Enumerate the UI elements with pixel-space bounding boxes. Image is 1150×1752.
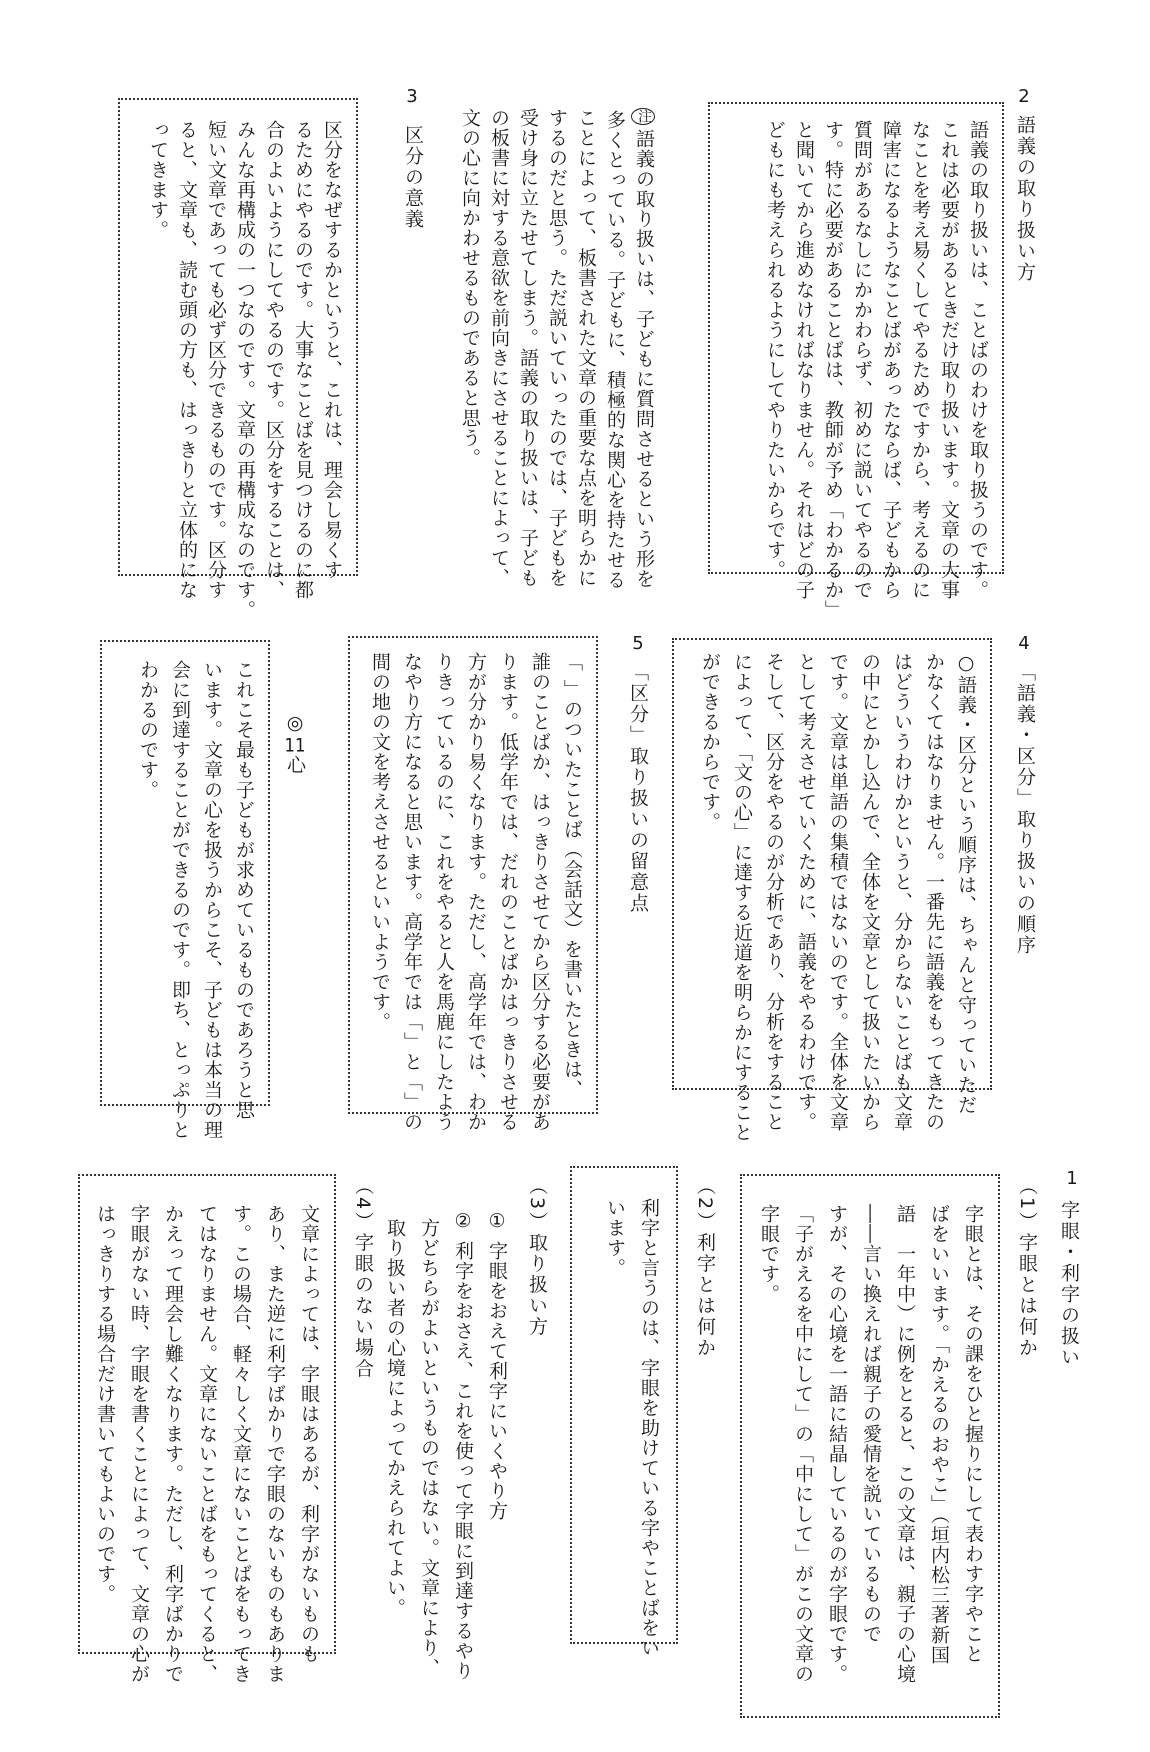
- section-3-line: ってきます。: [147, 120, 169, 240]
- sub4-line: す。この場合、軽々しく文章にないことばをもってき: [230, 1204, 252, 1684]
- section-5-line: 間の地の文を考えさせるといいようです。: [369, 652, 391, 1032]
- note-line: 多くとっている。子どもに、積極的な関心を持たせる: [604, 110, 626, 590]
- sub4-line: 文章によっては、字眼はあるが、利字がないものも: [298, 1204, 320, 1664]
- kokoro-title: 心: [284, 755, 306, 776]
- section-5-box: [348, 636, 598, 1132]
- section-3-title: 区分の意義: [402, 125, 424, 230]
- sub1-box: [740, 1174, 1000, 1718]
- section-3-box: [118, 98, 358, 620]
- section-5-line: ります。低学年では、だれのことばかはっきりさせる: [497, 652, 519, 1132]
- section-2-title: 語義の取り扱い方: [1014, 115, 1036, 283]
- sub1-body: [752, 1204, 990, 1684]
- sub3-title: （3）取り扱い方: [526, 1176, 548, 1338]
- sub4-line: かえって理会し難くなります。ただし、利字ばかりで: [162, 1204, 184, 1684]
- section-4-line: によって、「文の心」に達する近道を明らかにすること: [731, 652, 753, 1143]
- section-3-line: 短い文章であっても必ず区分できるものです。区分す: [205, 120, 227, 600]
- sub4-line: 字眼がない時、字眼を書くことによって、文章の心が: [128, 1204, 150, 1684]
- sub2-title: （2）利字とは何か: [694, 1176, 716, 1359]
- section-3-line: ると、文章も、読む頭の方も、はっきりと立体的にな: [176, 120, 198, 600]
- sub1-line: 「子がえるを中にして」の「中にして」がこの文章の: [792, 1204, 814, 1684]
- sub2-line: 利字と言うのは、字眼を助けている字やことばをい: [638, 1198, 660, 1658]
- section-5-body: [364, 652, 588, 1132]
- section-2-number: 2: [1018, 86, 1030, 107]
- section-4-line: です。文章は単語の集積ではないのです。全体を文章: [827, 652, 849, 1132]
- section-5-line: 誰のことばか、はっきりさせてから区分する必要があ: [529, 652, 551, 1132]
- kokoro-box: [100, 640, 270, 1140]
- sub4-line: あり、また逆に利字ばかりで字眼のないものもありま: [264, 1204, 286, 1684]
- section-5-line: 「 」のついたことば（会話文）を書いたときは、: [561, 652, 583, 1100]
- section-5-line: りきっているのに、これをやると人を馬鹿にしたよう: [433, 652, 455, 1132]
- section-2-line: これは必要があるときだけ取り扱います。文章の大事: [938, 120, 960, 600]
- section-2-box: [708, 102, 1004, 620]
- section-4-line: かなくてはなりません。一番先に語義をもってきたの: [923, 652, 945, 1132]
- sub2-box: [570, 1166, 678, 1658]
- sub3-item-1: ①字眼をおえて利字にいくやり方: [486, 1210, 508, 1521]
- section-4-line: ができるからです。: [699, 652, 721, 832]
- sub2-line: います。: [604, 1198, 626, 1278]
- section-4-title: 「語義・区分」取り扱いの順序: [1014, 662, 1036, 956]
- note-mark-icon: 注: [631, 108, 655, 125]
- section-4-line: の中にとかし込んで、全体を文章として扱いたいから: [859, 652, 881, 1132]
- section-3-line: 区分をなぜするかというと、これは、理会し易くす: [321, 120, 343, 580]
- section-4-line: として考えさせていくために、語義をやるわけです。: [795, 652, 817, 1132]
- section-3-line: 合のよいようにしてやるのです。区分をすることは、: [263, 120, 285, 600]
- section-1-number: 1: [1066, 1168, 1078, 1189]
- sub4-box: [78, 1174, 336, 1684]
- kokoro-body: [132, 660, 260, 1140]
- section-4-body: [694, 652, 982, 1143]
- sub1-line: 字眼です。: [758, 1204, 780, 1304]
- sub3-body: [378, 1210, 514, 1681]
- section-4-number: 4: [1018, 633, 1030, 654]
- sub4-line: てはなりません。文章にないことばをもってくると、: [196, 1204, 218, 1684]
- sub3-item-2: ②利字をおさえ、これを使って字眼に到達するやり: [452, 1210, 474, 1681]
- double-circle-icon: ◎: [284, 712, 306, 736]
- sub1-line: すが、その心境を一語に結晶しているのが字眼です。: [826, 1204, 848, 1684]
- section-2-line: 語義の取り扱いは、ことばのわけを取り扱うのです。: [967, 120, 989, 600]
- sub1-title: （1）字眼とは何か: [1016, 1176, 1038, 1359]
- section-2-line: なことを考え易くしてやるためですから、考えるのに: [909, 120, 931, 600]
- section-2-line: どもにも考えられるようにしてやりたいからです。: [764, 120, 786, 580]
- circled-one-icon: ①: [486, 1210, 508, 1233]
- section-4-box: [672, 638, 992, 1143]
- note-block: [455, 108, 658, 590]
- section-2-line: 質問があるなしにかかわらず、初めに説いてやるので: [851, 120, 873, 600]
- sub2-body: [598, 1198, 666, 1658]
- section-3-line: みんな再構成の一つなのです。文章の再構成なのです。: [234, 120, 256, 620]
- sub4-title: （4）字眼のない場合: [352, 1176, 374, 1380]
- note-line: 文の心に向かわせるものであると思う。: [459, 108, 481, 468]
- section-5-line: 方が分かり易くなります。ただし、高学年では、わか: [465, 652, 487, 1132]
- sub4-line: はっきりする場合だけ書いてもよいのです。: [94, 1204, 116, 1604]
- sub4-body: [88, 1204, 326, 1684]
- sub1-line: ――言い換えれば親子の愛情を説いているもので: [860, 1204, 882, 1644]
- sub3-line: 取り扱い者の心境によってかえられてよい。: [384, 1218, 406, 1618]
- section-4-line: はどういうわけかというと、分からないことばも文章: [891, 652, 913, 1132]
- section-2-line: 障害になるようなことばがあったならば、子どもから: [880, 120, 902, 600]
- section-2-body: [760, 120, 992, 620]
- note-line: 受け身に立たせてしまう。語義の取り扱いは、子ども: [517, 108, 539, 588]
- section-2-line: と聞いてから進めなければなりません。それはどの子: [793, 120, 815, 600]
- note-line: するのだと思う。ただ説いていったのでは、子どもを: [546, 108, 568, 588]
- sub1-line: 字眼とは、その課をひと握りにして表わす字やこと: [962, 1204, 984, 1664]
- note-line: の板書に対する意欲を前向きにさせることによって、: [488, 108, 510, 588]
- sub1-line: ばをいいます。「かえるのおやこ」（垣内松三著新国: [928, 1204, 950, 1665]
- section-3-line: るためにやるのです。大事なことばを見つけるのに都: [292, 120, 314, 600]
- kokoro-heading: [282, 712, 308, 776]
- kokoro-line: います。文章の心を扱うからこそ、子どもは本当の理: [201, 660, 223, 1140]
- sub3-line: 方どちらがよいというものではない。文章により、: [418, 1218, 440, 1678]
- section-5-title: 「区分」取り扱いの留意点: [627, 662, 649, 914]
- kokoro-line: これこそ最も子どもが求めているものであろうと思: [233, 660, 255, 1120]
- kokoro-number: 11: [284, 736, 306, 755]
- section-2-line: す。特に必要があることばは、教師が予め「わかるか」: [822, 120, 844, 620]
- note-line: 注語義の取り扱いは、子どもに質問させるという形を: [633, 109, 655, 589]
- section-4-line: ○語義・区分という順序は、ちゃんと守っていただ: [955, 652, 977, 1115]
- section-3-number: 3: [406, 86, 418, 107]
- section-5-line: なやり方になると思います。高学年では「」と「」の: [401, 652, 423, 1132]
- section-5-number: 5: [632, 633, 644, 654]
- note-line: ことによって、板書された文章の重要な点を明らかに: [575, 108, 597, 588]
- kokoro-line: 会に到達することができるのです。即ち、とっぷりと: [169, 660, 191, 1140]
- sub1-line: 語 一年中）に例をとると、この文章は、親子の心境: [894, 1204, 916, 1684]
- circled-two-icon: ②: [452, 1210, 474, 1233]
- section-1-title: 字眼・利字の扱い: [1058, 1200, 1080, 1368]
- kokoro-line: わかるのです。: [137, 660, 159, 800]
- section-3-body: [143, 120, 346, 620]
- section-4-line: そして、区分をやるのが分析であり、分析をすること: [763, 652, 785, 1132]
